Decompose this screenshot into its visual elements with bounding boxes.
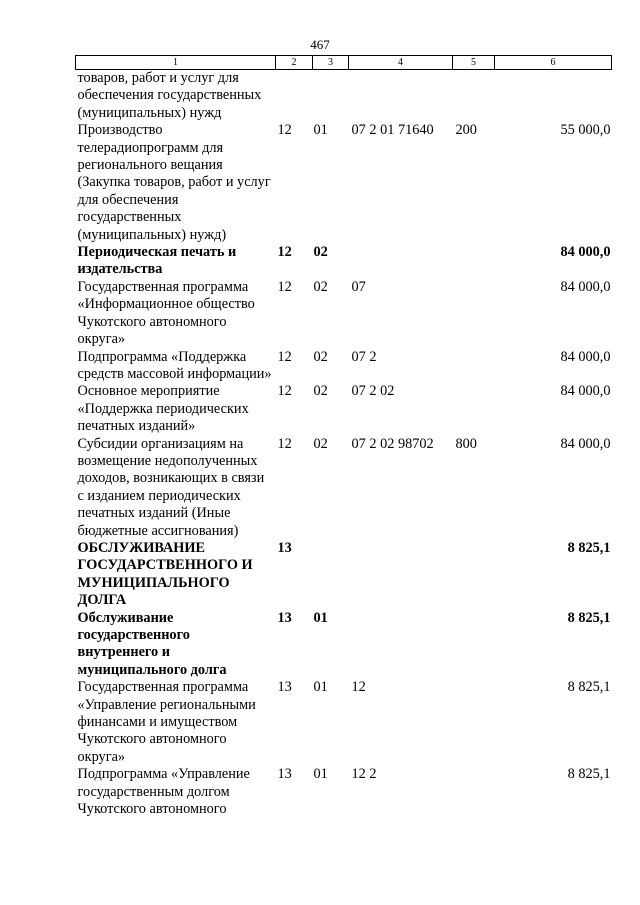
row-target-code: 12 2: [351, 766, 377, 783]
table-row: [76, 244, 612, 279]
row-target-code: [349, 540, 453, 610]
row-expense-type: [453, 766, 495, 818]
row-expense-type: [453, 349, 495, 384]
row-amount: 84 000,0: [560, 244, 611, 261]
row-section-code: 12: [277, 383, 292, 400]
row-name: Периодическая печать и издательства: [77, 244, 237, 278]
row-expense-type: [453, 610, 495, 680]
row-section-code: 12: [277, 435, 292, 452]
row-amount: 8 825,1: [567, 766, 611, 783]
row-name: Государственная программа «Управление региональными финансами и имуществом Чукотского автономного округа»: [77, 679, 256, 765]
row-section-code: 12: [277, 244, 292, 261]
row-target-code: [349, 610, 453, 680]
row-subsection-code: 02: [313, 383, 328, 400]
row-target-code: 12: [351, 679, 366, 696]
table-row: [76, 349, 612, 384]
row-subsection-code: 02: [313, 348, 328, 365]
table-row: [76, 540, 612, 610]
row-section-code: [276, 70, 313, 123]
row-expense-type: [453, 70, 495, 123]
row-section-code: 12: [277, 348, 292, 365]
row-name: Подпрограмма «Управление государственным долгом Чукотского автономного: [77, 766, 250, 818]
header-col-1: 1: [76, 56, 276, 70]
row-expense-type: 800: [455, 435, 477, 452]
table-row: [76, 122, 612, 244]
row-amount: 84 000,0: [560, 383, 611, 400]
row-amount: [495, 70, 612, 123]
row-name: товаров, работ и услуг для обеспечения государственных (муниципальных) нужд: [77, 70, 262, 121]
row-amount: 8 825,1: [567, 609, 611, 626]
row-subsection-code: 01: [313, 122, 328, 139]
row-expense-type: [453, 540, 495, 610]
row-section-code: 13: [277, 539, 292, 556]
row-subsection-code: 02: [313, 435, 328, 452]
row-section-code: 13: [277, 609, 292, 626]
row-name: ОБСЛУЖИВАНИЕ ГОСУДАРСТВЕННОГО И МУНИЦИПАЛЬНОГО ДОЛГА: [77, 539, 253, 609]
row-target-code: 07 2 02 98702: [351, 435, 434, 452]
table-row: [76, 383, 612, 435]
row-subsection-code: 01: [313, 766, 328, 783]
row-subsection-code: [313, 540, 349, 610]
row-subsection-code: 02: [313, 278, 328, 295]
header-col-6: 6: [495, 56, 612, 70]
table-header: [76, 56, 612, 70]
row-name: Государственная программа «Информационное общество Чукотского автономного округа»: [77, 278, 255, 348]
table-row: [76, 279, 612, 349]
row-expense-type: [453, 679, 495, 766]
row-name: Подпрограмма «Поддержка средств массовой информации»: [77, 348, 272, 382]
page-number: 467: [310, 37, 330, 52]
row-expense-type: 200: [455, 122, 477, 139]
row-subsection-code: 02: [313, 244, 328, 261]
row-section-code: 13: [277, 679, 292, 696]
row-amount: 84 000,0: [560, 348, 611, 365]
row-expense-type: [453, 279, 495, 349]
table-body: [76, 70, 612, 819]
row-target-code: [349, 70, 453, 123]
table-row: [76, 766, 612, 818]
table-row: [76, 70, 612, 123]
row-subsection-code: 01: [313, 679, 328, 696]
row-section-code: 12: [277, 122, 292, 139]
row-amount: 55 000,0: [560, 122, 611, 139]
header-col-2: 2: [276, 56, 313, 70]
table-row: [76, 679, 612, 766]
row-amount: 8 825,1: [567, 679, 611, 696]
row-target-code: 07 2 01 71640: [351, 122, 434, 139]
table-row: [76, 610, 612, 680]
row-expense-type: [453, 383, 495, 435]
row-subsection-code: 01: [313, 609, 328, 626]
row-target-code: [349, 244, 453, 279]
row-name: Субсидии организациям на возмещение недополученных доходов, возникающих в связи с изданием периодических печатных изданий (Иные бюджетные ассигнования): [77, 435, 265, 539]
row-name: Производство телерадиопрограмм для регионального вещания (Закупка товаров, работ и услуг для обеспечения государственных (муниципальных) нужд): [77, 122, 271, 243]
header-col-5: 5: [453, 56, 495, 70]
row-expense-type: [453, 244, 495, 279]
row-amount: 8 825,1: [567, 539, 611, 556]
row-section-code: 13: [277, 766, 292, 783]
row-name: Обслуживание государственного внутреннего и муниципального долга: [77, 609, 227, 678]
header-col-4: 4: [349, 56, 453, 70]
row-target-code: 07: [351, 278, 366, 295]
header-col-3: 3: [313, 56, 349, 70]
row-target-code: 07 2: [351, 348, 377, 365]
row-target-code: 07 2 02: [351, 383, 395, 400]
budget-table: [75, 55, 612, 818]
row-subsection-code: [313, 70, 349, 123]
row-amount: 84 000,0: [560, 435, 611, 452]
row-section-code: 12: [277, 278, 292, 295]
row-amount: 84 000,0: [560, 278, 611, 295]
header-row: [76, 56, 612, 70]
table-row: [76, 436, 612, 540]
row-name: Основное мероприятие «Поддержка периодических печатных изданий»: [77, 383, 249, 435]
